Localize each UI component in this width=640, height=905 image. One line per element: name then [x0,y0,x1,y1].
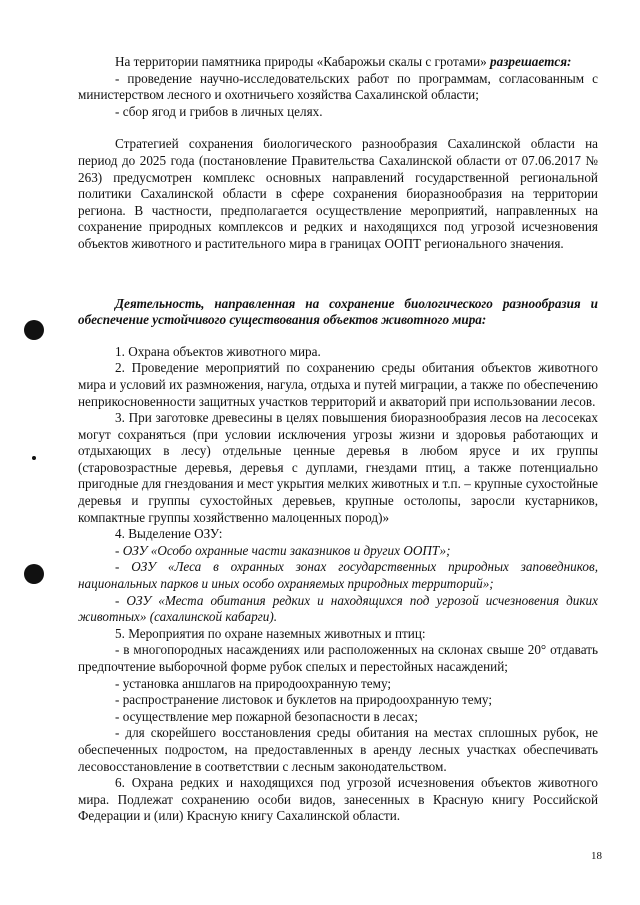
measure-1: - в многопородных насаждениях или расположенных на склонах свыше 20° отдавать предпочтение выборочной форме рубок спелых и перестойных насаждений; [78,642,598,674]
binder-mark [32,456,36,460]
measure-4: - осуществление мер пожарной безопасности в лесах; [115,708,418,724]
item-2: 2. Проведение мероприятий по сохранению среды обитания объектов животного мира и условий их размножения, нагула, отдыха и путей миграции, а также по обеспечению неприкосновенности защитных участков территорий и акваторий при использовании лесов. [78,360,598,409]
binder-hole-bottom [24,564,44,584]
permission-intro [78,54,598,71]
item-5: 5. Мероприятия по охране наземных животных и птиц: [115,625,426,641]
item-6: 6. Охрана редких и находящихся под угрозой исчезновения объектов животного мира. Подлежат сохранению особи видов, занесенных в Красную книгу Российской Федерации и (или) Красную книгу Сахалинской области. [78,775,598,824]
strategy-paragraph: Стратегией сохранения биологического разнообразия Сахалинской области на период до 2025 года (постановление Правительства Сахалинской области от 07.06.2017 № 263) предусмотрен комплекс основных направлений государственной региональной политики Сахалинской области в сфере сохранения биоразнообразия на территории региона. В частности, предполагается осуществление мероприятий, направленных на сохранение природных комплексов и редких и находящихся под угрозой исчезновения объектов животного и растительного мира в границах ООПТ регионального значения. [78,136,598,251]
binder-hole-top [24,320,44,340]
ozu-item-1: - ОЗУ «Особо охранные части заказников и других ООПТ»; [115,542,451,558]
page-number: 18 [591,850,602,862]
item-1: 1. Охрана объектов животного мира. [115,343,321,359]
permission-intro-text: На территории памятника природы «Кабарожьи скалы с гротами» [115,54,487,69]
ozu-item-2: - ОЗУ «Леса в охранных зонах государственных природных заповедников, национальных парков и иных особо охраняемых природных территорий»; [78,559,598,592]
document-body [78,54,598,825]
item-3: 3. При заготовке древесины в целях повышения биоразнообразия лесов на лесосеках могут сохраняться (при условии исключения угрозы жизни и здоровья работающих и отдыхающих в лесу) отдельные ценные деревья в любом ярусе и их группы (старовозрастные деревья, деревья с дуплами, гнездами птиц, а также потенциально пригодные для гнездования и мест укрытия мелких животных и т.п. – крупные сухостойные деревья и группы сухостойных деревьев, крупные остолопы, заросли кустарников, компактные группы хозяйственно малоценных пород)» [78,410,598,525]
measure-5: - для скорейшего восстановления среды обитания на местах сплошных рубок, не обеспеченных подростом, на предоставленных в аренду лесных участках обеспечивать лесовосстановление в соответствии с лесным законодательством. [78,725,598,774]
measure-2: - установка аншлагов на природоохранную тему; [115,675,392,691]
allowed-item-1: - проведение научно-исследовательских работ по программам, согласованным с министерством лесного и охотничьего хозяйства Сахалинской области; [78,70,598,103]
section-heading: Деятельность, направленная на сохранение биологического разнообразия и обеспечение устойчивого существования объектов животного мира: [78,295,598,328]
item-4: 4. Выделение ОЗУ: [115,526,223,542]
measure-3: - распространение листовок и буклетов на природоохранную тему; [115,692,493,708]
ozu-item-3: - ОЗУ «Места обитания редких и находящихся под угрозой исчезновения диких животных» (сахалинской кабарги). [78,592,598,625]
permission-label: разрешается: [490,54,572,69]
allowed-item-2: - сбор ягод и грибов в личных целях. [115,103,323,119]
